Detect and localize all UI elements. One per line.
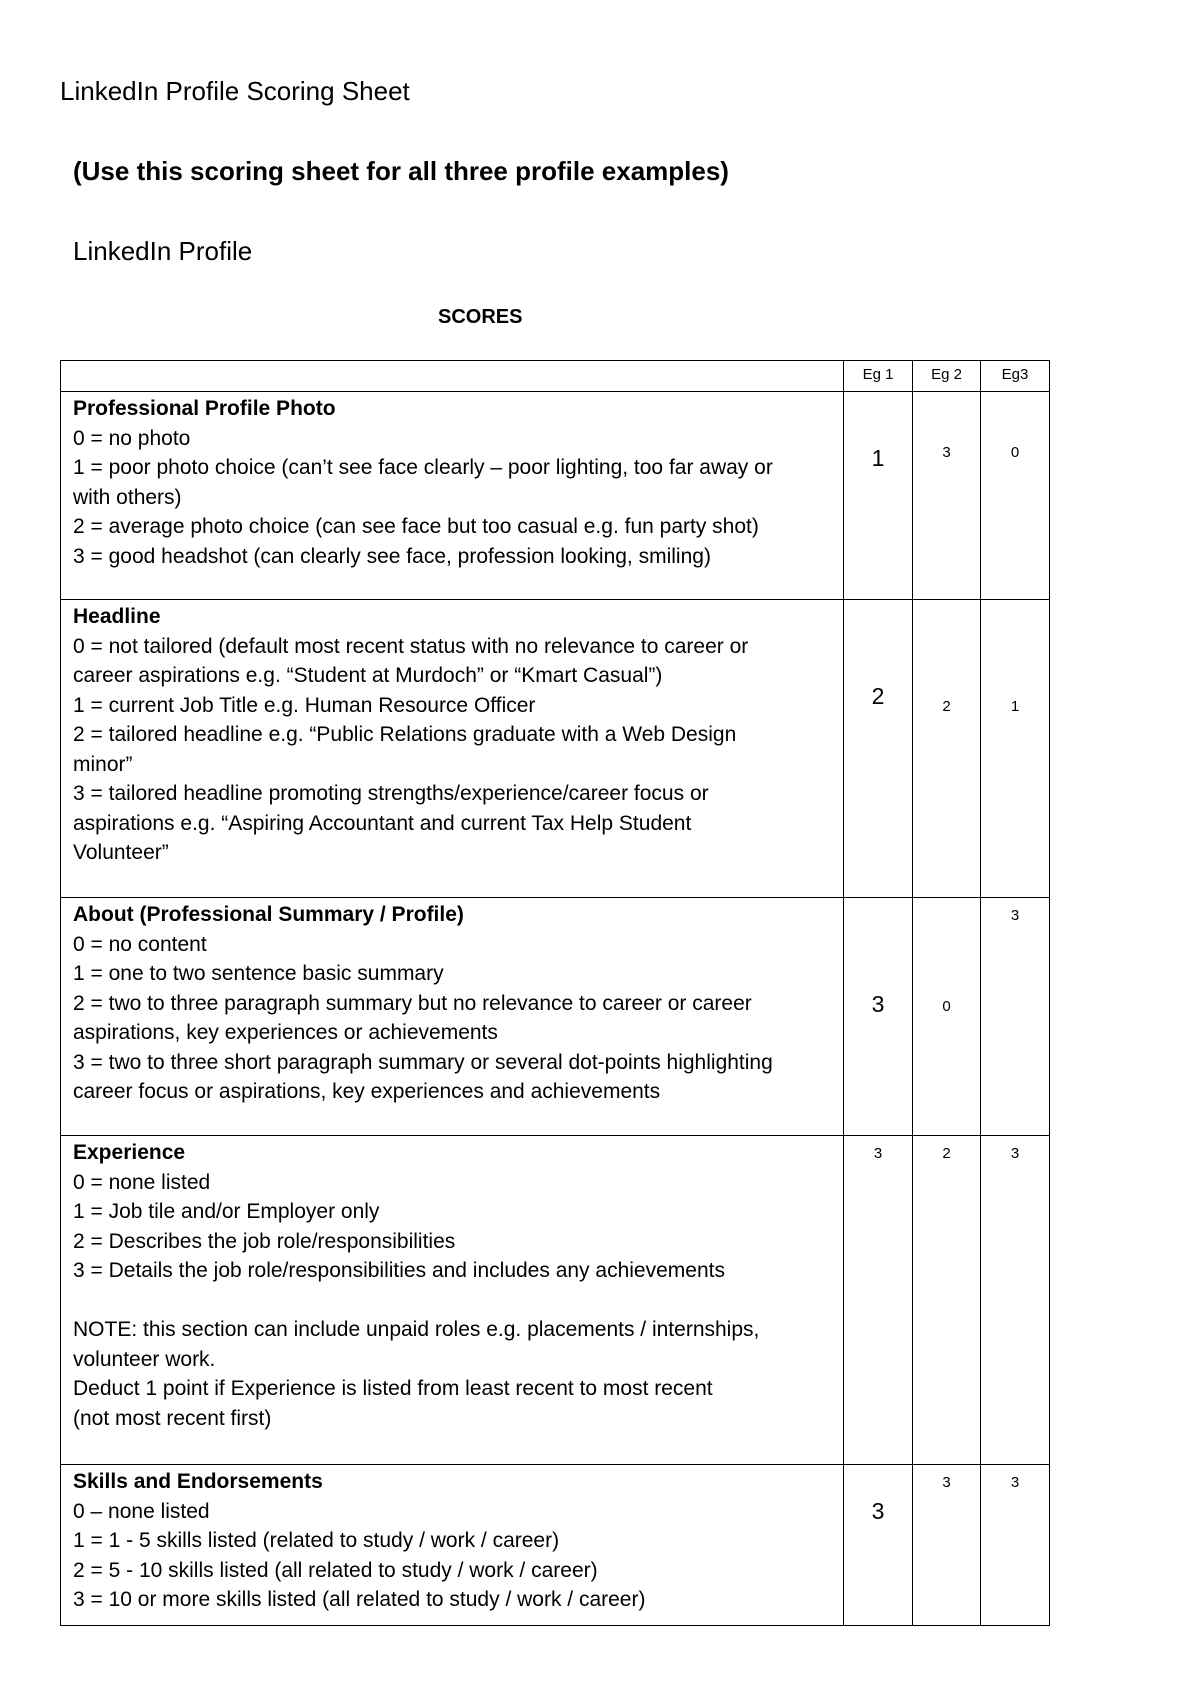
score-value: 3 xyxy=(873,1145,883,1162)
sheet-subtitle: (Use this scoring sheet for all three profile examples) xyxy=(73,156,729,186)
score-cell-eg3 xyxy=(981,1465,1050,1626)
column-header-eg1: Eg 1 xyxy=(844,361,913,392)
criteria-line: 1 = Job tile and/or Employer only xyxy=(73,1200,380,1223)
score-value: 3 xyxy=(871,991,885,1017)
criteria-line: 3 = tailored headline promoting strengths/experience/career focus or xyxy=(73,782,709,805)
criteria-line: 3 = 10 or more skills listed (all related to study / work / career) xyxy=(73,1588,646,1611)
criteria-line: 0 = none listed xyxy=(73,1170,211,1194)
criteria-line: 1 = poor photo choice (can’t see face clearly – poor lighting, too far away or xyxy=(73,456,773,479)
column-header-eg2: Eg 2 xyxy=(913,361,981,392)
criteria-line: 0 – none listed xyxy=(73,1499,210,1523)
score-cell-eg3 xyxy=(981,1136,1050,1465)
score-value: 1 xyxy=(871,445,885,471)
header-blank-cell xyxy=(61,361,844,392)
score-value: 3 xyxy=(1010,1145,1020,1162)
criteria-line: 3 = Details the job role/responsibilities and includes any achievements xyxy=(73,1259,725,1282)
criteria-line: minor” xyxy=(73,752,133,776)
criteria-blank-line xyxy=(73,1286,833,1316)
scores-label: SCORES xyxy=(438,306,523,328)
score-cell-eg2 xyxy=(913,1465,981,1626)
criteria-line: 2 = 5 - 10 skills listed (all related to study / work / career) xyxy=(73,1558,598,1582)
criteria-line: 2 = two to three paragraph summary but no relevance to career or career xyxy=(73,991,752,1015)
criteria-cell xyxy=(61,392,844,600)
table-row xyxy=(61,600,1050,898)
criteria-line: 0 = no content xyxy=(73,932,207,956)
table-row xyxy=(61,898,1050,1136)
criteria-cell xyxy=(61,1136,844,1465)
criteria-line: career focus or aspirations, key experiences and achievements xyxy=(73,1080,661,1103)
score-value: 3 xyxy=(1010,907,1020,924)
criteria-line: (not most recent first) xyxy=(73,1406,272,1430)
table-row xyxy=(61,1136,1050,1465)
score-cell-eg2 xyxy=(913,392,981,600)
criteria-line: 2 = average photo choice (can see face but too casual e.g. fun party shot) xyxy=(73,515,759,538)
criteria-line: aspirations, key experiences or achievements xyxy=(73,1021,498,1044)
criteria-title: Professional Profile Photo xyxy=(73,397,336,420)
criteria-line: with others) xyxy=(73,485,182,509)
score-value: 3 xyxy=(1010,1474,1020,1491)
score-value: 2 xyxy=(942,1145,951,1162)
score-cell-eg1 xyxy=(844,392,913,600)
criteria-line: 3 = good headshot (can clearly see face, profession looking, smiling) xyxy=(73,544,711,568)
table-header-row xyxy=(61,361,1050,392)
score-value: 3 xyxy=(871,1498,885,1524)
score-cell-eg2 xyxy=(913,600,981,898)
score-cell-eg1 xyxy=(844,1465,913,1626)
score-cell-eg3 xyxy=(981,898,1050,1136)
score-cell-eg2 xyxy=(913,898,981,1136)
criteria-line: career aspirations e.g. “Student at Murdoch” or “Kmart Casual”) xyxy=(73,664,663,687)
criteria-title: Headline xyxy=(73,605,161,628)
score-value: 3 xyxy=(942,444,951,461)
criteria-line: Deduct 1 point if Experience is listed from least recent to most recent xyxy=(73,1377,713,1400)
criteria-line: aspirations e.g. “Aspiring Accountant and current Tax Help Student xyxy=(73,811,692,835)
score-value: 1 xyxy=(1010,698,1020,715)
criteria-line: 1 = 1 - 5 skills listed (related to study / work / career) xyxy=(73,1529,560,1552)
criteria-cell xyxy=(61,898,844,1136)
table-row xyxy=(61,1465,1050,1626)
criteria-title: Experience xyxy=(73,1141,186,1164)
criteria-line: volunteer work. xyxy=(73,1347,216,1371)
criteria-line: 2 = Describes the job role/responsibilities xyxy=(73,1229,456,1253)
criteria-line: Volunteer” xyxy=(73,841,169,864)
criteria-line: NOTE: this section can include unpaid roles e.g. placements / internships, xyxy=(73,1318,760,1341)
criteria-line: 3 = two to three short paragraph summary or several dot-points highlighting xyxy=(73,1050,773,1074)
criteria-line: 2 = tailored headline e.g. “Public Relations graduate with a Web Design xyxy=(73,723,737,746)
criteria-line: 1 = current Job Title e.g. Human Resource Officer xyxy=(73,693,536,717)
score-cell-eg1 xyxy=(844,1136,913,1465)
criteria-title: Skills and Endorsements xyxy=(73,1470,323,1493)
score-value: 0 xyxy=(1010,444,1020,461)
score-value: 0 xyxy=(942,998,951,1015)
score-value: 2 xyxy=(942,698,951,715)
score-value: 3 xyxy=(942,1474,951,1491)
score-value: 2 xyxy=(871,683,885,709)
sheet-title: LinkedIn Profile Scoring Sheet xyxy=(60,76,410,106)
profile-heading: LinkedIn Profile xyxy=(73,236,253,266)
scoring-table xyxy=(60,360,1050,1626)
criteria-title: About (Professional Summary / Profile) xyxy=(73,903,464,926)
column-header-eg3: Eg3 xyxy=(981,361,1050,392)
table-row xyxy=(61,392,1050,600)
score-cell-eg1 xyxy=(844,898,913,1136)
criteria-line: 0 = no photo xyxy=(73,426,191,450)
criteria-cell xyxy=(61,1465,844,1626)
score-cell-eg2 xyxy=(913,1136,981,1465)
score-cell-eg3 xyxy=(981,392,1050,600)
criteria-line: 0 = not tailored (default most recent status with no relevance to career or xyxy=(73,634,749,658)
criteria-cell xyxy=(61,600,844,898)
score-cell-eg3 xyxy=(981,600,1050,898)
criteria-line: 1 = one to two sentence basic summary xyxy=(73,962,444,985)
score-cell-eg1 xyxy=(844,600,913,898)
